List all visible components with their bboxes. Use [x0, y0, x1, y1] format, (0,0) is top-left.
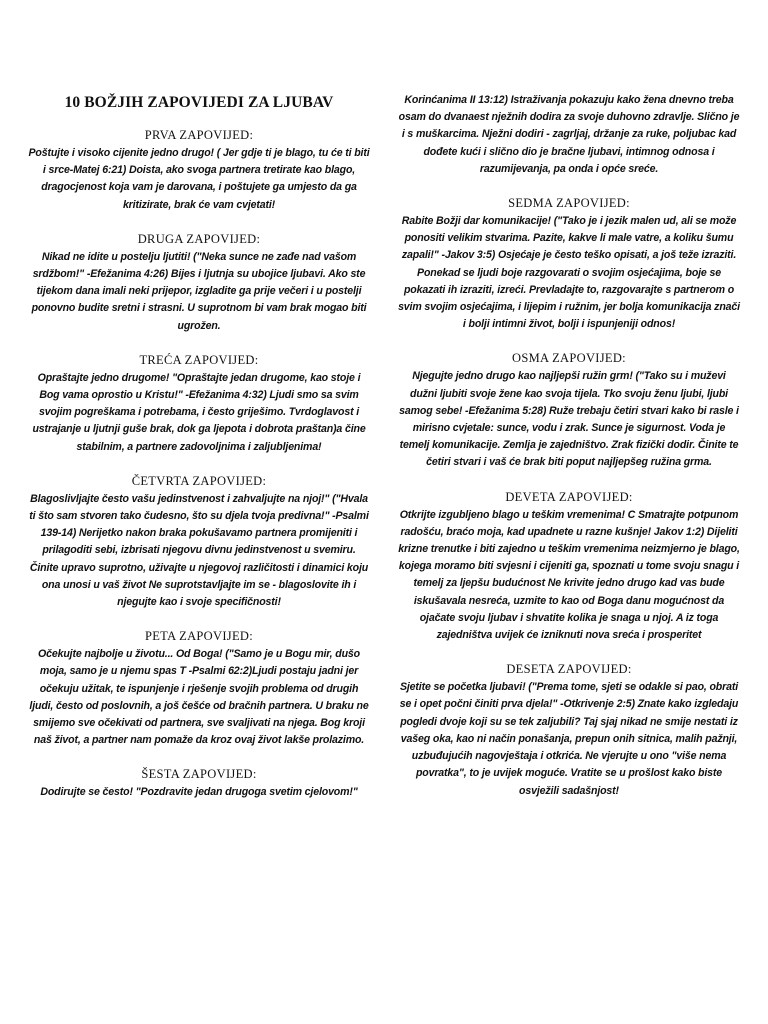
- commandment-text: Njegujte jedno drugo kao najljepši ružin grm! ("Tako su i muževi dužni ljubiti svoje žene kao svoja tijela. Tko svoju ženu ljubi, ljubi samog sebe! -Efežanima 5:28) Ruže trebaju četiri stvari kako bi rasle i mirisno cvjetale: sunce, vodu i zrak. Sunce je sigurnost. Voda je temelj komunikacije. Zemlja je zajedništvo. Zrak fizički dodir. Činite te četiri stvari i vaš će brak biti poput najljepšeg ružina grma.: [399, 370, 739, 469]
- commandment-3: [28, 353, 370, 456]
- commandment-text: Otkrijte izgubljeno blago u teškim vremenima! C Smatrajte potpunom radošću, braćo moja, kad upadnete u razne kušnje! Jakov 1:2) Dijeliti krizne trenutke i biti zajedno u teškim vremenima neizmjerno je blago, kojega moramo biti svjesni i cijeniti ga, spoznati u tome svoju snagu i temelj za ljepšu budućnost Ne krivite jedno drugo kad vas bude iskušavala nesreća, uzmite to kao od Boga danu mogućnost da ojačate svoju ljubav i shvatite kolika je snaga u njoj. A iz toga zajedništva uvijek će izniknuti nova sreća i prosperitet: [398, 508, 740, 642]
- commandment-text: Opraštajte jedno drugome! "Opraštajte jedan drugome, kao stoje i Bog vama oprostio u Kristu!" -Efežanima 4:32) Ljudi smo sa svim svojim pogreškama i potrebama, i često griješimo. Tvrdoglavost i ustrajanje u ljutnji guše brak, dok ga ljepota i dobrota praštan)a čine stabilnim, a partnere zadovoljnima i zaljubljenima!: [32, 371, 366, 453]
- commandment-heading: PETA ZAPOVIJED:: [144, 629, 253, 644]
- commandment-1: [28, 128, 370, 214]
- commandment-heading: DRUGA ZAPOVIJED:: [137, 231, 261, 246]
- document-title: 10 BOŽJIH ZAPOVIJEDI ZA LJUBAV: [64, 94, 334, 111]
- commandment-text: Sjetite se početka ljubavi! ("Prema tome, sjeti se odakle si pao, obrati se i opet počni činiti prva djela!" -Otkrivenje 2:5) Znate kako izgledaju pogledi dvoje koji su se tek zaljubili? Taj sjaj nikad ne smije nestati iz vašeg oka, kao ni način ponašanja, prepun onih sitnica, malih pažnji, uzbuđujućih nagovještaja i otkrića. Ne vjerujte u ono "više nema povratka", to je uvijek moguće. Vratite se u prošlost kako biste osvježili sadašnjost!: [399, 681, 739, 797]
- commandment-heading: DESETA ZAPOVIJED:: [506, 662, 632, 677]
- commandment-8: [398, 351, 740, 471]
- commandment-heading: PRVA ZAPOVIJED:: [144, 128, 254, 142]
- commandment-heading: OSMA ZAPOVIJED:: [512, 351, 626, 366]
- left-column: [28, 88, 370, 820]
- commandment-text: Rabite Božji dar komunikacije! ("Tako je i jezik malen ud, ali se može ponositi velikim stvarima. Pazite, kakve li male vatre, a koliku šumu zapali!" -Jakov 3:5) Osjećaje je često teško opisati, a još teže izraziti. Ponekad se ljudi boje razgovarati o svojim osjećajima, boje se pokazati ih izraziti, izreći. Prevladajte to, razgovarajte s partnerom o svim svojim osjećajima, i lijepim i ružnim, jer bolja komunikacija znači i bolji intimni život, bolji i ispunjeniji odnos!: [398, 215, 740, 331]
- commandment-5: [28, 629, 370, 749]
- commandment-9: [398, 490, 740, 645]
- commandment-heading: TREĆA ZAPOVIJED:: [139, 352, 259, 367]
- commandment-heading: DEVETA ZAPOVIJED:: [505, 489, 633, 504]
- commandment-10: [398, 662, 740, 799]
- commandment-text: Nikad ne idite u postelju ljutiti! ("Neka sunce ne zađe nad vašom srdžbom!" -Efežanima 4:26) Bijes i ljutnja su ubojice ljubavi. Ako ste tijekom dana imali neki prijepor, izgladite ga prije večeri i u postelji ponovno budite sretni i strasni. U suprotnom bi vam brak mogao biti ugrožen.: [31, 250, 367, 332]
- commandment-heading: ČETVRTA ZAPOVIJED:: [131, 473, 267, 488]
- commandment-heading: ŠESTA ZAPOVIJED:: [141, 767, 257, 782]
- commandment-7: [398, 196, 740, 333]
- commandment-text: Poštujte i visoko cijenite jedno drugo! ( Jer gdje ti je blago, tu će ti biti i srce-Matej 6:21) Doista, ako svoga partnera tretirate kao blago, dragocjenost koja vam je darovana, i poštujete ga umjesto da ga kritizirate, brak će vam cvjetati!: [28, 147, 370, 211]
- commandment-6: [28, 767, 370, 801]
- commandment-text-continuation: Korinćanima II 13:12) Istraživanja pokazuju kako žena dnevno treba osam do dvanaest nježnih dodira za svoje duhovno zdravlje. Slično je i s muškarcima. Nježni dodiri - zagrljaj, držanje za ruke, poljubac kad dođete kući i slično dio je bračne ljubavi, intimnog odnosa i razumijevanja, pa onda i opće sreće.: [398, 94, 740, 175]
- commandment-text: Blagoslivljajte često vašu jedinstvenost i zahvaljujte na njoj!" ("Hvala ti što sam stvoren tako čudesno, što su djela tvoja predivna!" -Psalmi 139-14) Nerijetko nakon braka pokušavamo partnera promijeniti i prilagoditi sebi, izbrisati njegovu divnu jedinstvenost u svemiru. Činite upravo suprotno, uživajte u njegovoj različitosti i dinamici koju ona unosi u vaš život Ne suprotstavljajte im se - blagoslovite ih i njegujte kao i svoje specifičnosti!: [29, 492, 369, 609]
- commandment-text: Očekujte najbolje u životu... Od Boga! ("Samo je u Bogu mir, dušo moja, samo je u njemu spas T -Psalmi 62:2)Ljudi postaju jadni jer očekuju užitak, te ispunjenje i rješenje svojih problema od drugih ljudi, često od poslovnih, a još češće od bračnih partnera. U braku ne smijemo sve očekivati od partnera, sve svaljivati na njega. Bog kroji naš život, a partner nam pomaže da kroz ovaj život lakše prolazimo.: [29, 648, 369, 747]
- commandment-4: [28, 474, 370, 611]
- commandment-6-continued: [398, 92, 740, 178]
- commandment-2: [28, 232, 370, 335]
- commandment-heading: SEDMA ZAPOVIJED:: [508, 196, 630, 211]
- right-column: [398, 88, 740, 818]
- commandment-text: Dodirujte se često! "Pozdravite jedan drugoga svetim cjelovom!": [40, 786, 358, 799]
